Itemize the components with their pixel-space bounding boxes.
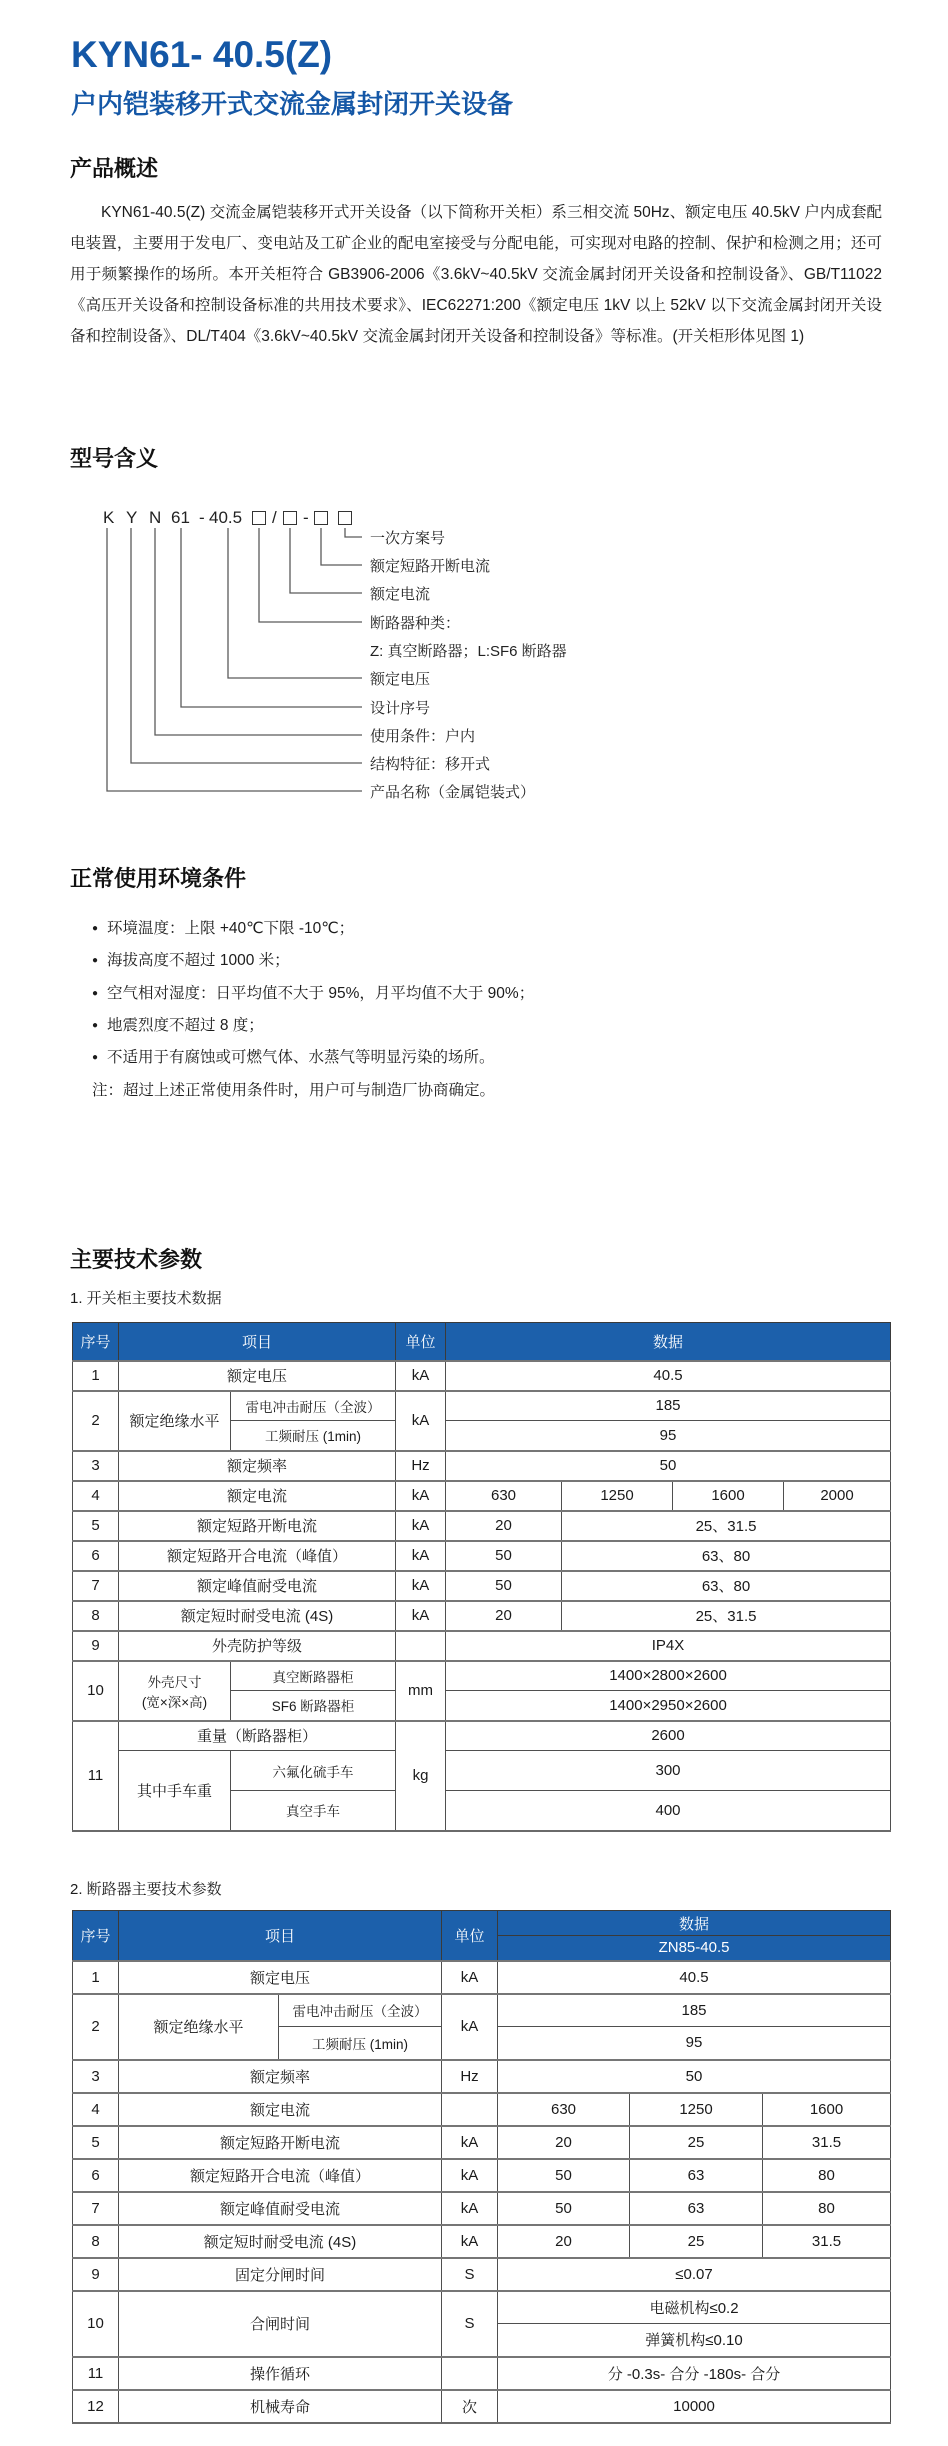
bullet-icon: ● — [92, 1052, 99, 1063]
cell-data: 50 — [446, 1451, 891, 1481]
cell-item: 额定电流 — [119, 2093, 442, 2126]
cell-data: 95 — [446, 1421, 891, 1451]
cell-data: 1600 — [673, 1481, 784, 1511]
section-heading-overview: 产品概述 — [70, 156, 159, 181]
model-label-scheme: 一次方案号 — [370, 530, 446, 547]
cell-seq: 7 — [73, 2192, 119, 2225]
table-row — [73, 2159, 891, 2192]
table-row — [73, 2093, 891, 2126]
table-row — [73, 1994, 891, 2027]
cell-item: 额定电压 — [119, 1961, 442, 1994]
cell-subitem: 六氟化硫手车 — [231, 1751, 396, 1791]
cell-data: 2600 — [446, 1721, 891, 1751]
cell-data: 31.5 — [763, 2126, 891, 2159]
cell-unit: kA — [442, 2126, 498, 2159]
cell-seq: 3 — [73, 2060, 119, 2093]
model-label-design-serial: 设计序号 — [370, 700, 431, 717]
cell-data: 40.5 — [498, 1961, 891, 1994]
cell-unit: kA — [396, 1571, 446, 1601]
cell-item: 额定峰值耐受电流 — [119, 2192, 442, 2225]
bullet-icon: ● — [92, 988, 99, 999]
model-label-product-name: 产品名称（金属铠装式） — [370, 784, 536, 801]
cell-unit: kA — [442, 1994, 498, 2060]
cell-subitem: 工频耐压 (1min) — [231, 1421, 396, 1451]
cell-unit — [442, 2093, 498, 2126]
model-slash: / — [272, 508, 277, 527]
table-row — [73, 1601, 891, 1631]
cell-item: 额定峰值耐受电流 — [119, 1571, 396, 1601]
cell-seq: 5 — [73, 2126, 119, 2159]
model-char-61: 61 — [171, 508, 190, 527]
cell-data: 1250 — [630, 2093, 763, 2126]
cell-data: 2000 — [784, 1481, 891, 1511]
cell-data: 50 — [498, 2192, 630, 2225]
cell-item: 固定分闸时间 — [119, 2258, 442, 2291]
cell-item: 额定短路开断电流 — [119, 1511, 396, 1541]
cell-data: 1400×2800×2600 — [446, 1661, 891, 1691]
cell-seq: 5 — [73, 1511, 119, 1541]
cell-unit: Hz — [396, 1451, 446, 1481]
env-bullet — [92, 981, 534, 1003]
cell-data: 40.5 — [446, 1361, 891, 1391]
cell-item: 机械寿命 — [119, 2390, 442, 2423]
model-dash: - — [199, 508, 205, 527]
cell-seq: 10 — [73, 1661, 119, 1721]
table-row — [73, 1721, 891, 1751]
model-char-n: N — [149, 508, 162, 527]
cell-header-seq: 序号 — [73, 1323, 119, 1361]
cell-subitem: 真空断路器柜 — [231, 1661, 396, 1691]
cell-data: 20 — [446, 1601, 562, 1631]
cell-unit: kA — [442, 2192, 498, 2225]
page-subtitle: 户内铠装移开式交流金属封闭开关设备 — [71, 89, 514, 119]
cell-seq: 11 — [73, 1721, 119, 1831]
table-row — [73, 1451, 891, 1481]
placeholder-box — [252, 511, 266, 525]
placeholder-box — [283, 511, 297, 525]
cell-data: ≤0.07 — [498, 2258, 891, 2291]
cell-data: 400 — [446, 1791, 891, 1831]
bullet-icon: ● — [92, 955, 99, 966]
env-note: 注：超过上述正常使用条件时，用户可与制造厂协商确定。 — [92, 1082, 496, 1099]
cell-unit: kA — [396, 1601, 446, 1631]
cell-subitem: 真空手车 — [231, 1791, 396, 1831]
cell-unit: kA — [396, 1511, 446, 1541]
cell-data: 25、31.5 — [562, 1601, 891, 1631]
section-heading-parameters: 主要技术参数 — [70, 1247, 203, 1272]
cell-unit: kg — [396, 1721, 446, 1831]
table-row — [73, 1511, 891, 1541]
cell-data: 电磁机构≤0.2 — [498, 2291, 891, 2324]
cell-data: 63、80 — [562, 1571, 891, 1601]
cell-data: 20 — [446, 1511, 562, 1541]
model-label-breaking-current: 额定短路开断电流 — [370, 558, 491, 575]
cell-data: 50 — [498, 2060, 891, 2093]
overview-paragraph: KYN61-40.5(Z) 交流金属铠装移开式开关设备（以下简称开关柜）系三相交流 50Hz、额定电压 40.5kV 户内成套配电装置，主要用于发电厂、变电站及工矿企业的配电室接受与分配电能，可实现对电路的控制、保护和检测之用；还可用于频繁操作的场所。本开关柜符合 GB3906-2006《3.6kV~40.5kV 交流金属封闭开关设备和控制设备》、GB/T11022《高压开关设备和控制设备标准的共用技术要求》、IEC62271:200《额定电压 1kV 以上 52kV 以下交流金属封闭开关设备和控制设备》、DL/T404《3.6kV~40.5kV 交流金属封闭开关设备和控制设备》等标准。(开关柜形体见图 1) — [70, 204, 882, 345]
cell-item: 额定频率 — [119, 2060, 442, 2093]
cell-seq: 12 — [73, 2390, 119, 2423]
cell-unit: Hz — [442, 2060, 498, 2093]
cell-item-line2: (宽×深×高) — [141, 1694, 208, 1710]
cell-header-unit: 单位 — [442, 1911, 498, 1961]
cell-data: 10000 — [498, 2390, 891, 2423]
cell-item: 操作循环 — [119, 2357, 442, 2390]
env-bullet-text: 空气相对湿度：日平均值不大于 95%，月平均值不大于 90%； — [107, 985, 535, 1002]
table-row — [73, 1361, 891, 1391]
model-char-k: K — [103, 508, 115, 527]
cell-data: 25 — [630, 2225, 763, 2258]
cell-seq: 1 — [73, 1361, 119, 1391]
table-row — [73, 2225, 891, 2258]
model-label-breaker-type-detail: Z: 真空断路器；L:SF6 断路器 — [370, 643, 567, 660]
cell-header-item: 项目 — [119, 1911, 442, 1961]
cell-header-unit: 单位 — [396, 1323, 446, 1361]
cell-item: 额定电压 — [119, 1361, 396, 1391]
cell-data: IP4X — [446, 1631, 891, 1661]
table-row — [73, 1481, 891, 1511]
cell-header-data: 数据 — [446, 1323, 891, 1361]
cell-item: 额定短路开断电流 — [119, 2126, 442, 2159]
table-row — [73, 2258, 891, 2291]
cell-seq: 10 — [73, 2291, 119, 2357]
table-switchgear — [72, 1322, 891, 1832]
env-bullet-text: 不适用于有腐蚀或可燃气体、水蒸气等明显污染的场所。 — [107, 1049, 495, 1066]
env-bullet-text: 地震烈度不超过 8 度； — [107, 1017, 264, 1034]
cell-data: 50 — [446, 1541, 562, 1571]
table1-caption: 1. 开关柜主要技术数据 — [70, 1290, 222, 1307]
cell-unit: kA — [396, 1361, 446, 1391]
model-label-rated-voltage: 额定电压 — [370, 671, 431, 688]
cell-unit: 次 — [442, 2390, 498, 2423]
cell-seq: 4 — [73, 1481, 119, 1511]
cell-seq: 6 — [73, 2159, 119, 2192]
cell-data: 1250 — [562, 1481, 673, 1511]
model-dash-2: - — [303, 508, 309, 527]
cell-data: 63 — [630, 2192, 763, 2225]
bullet-icon: ● — [92, 923, 99, 934]
model-label-use-condition: 使用条件：户内 — [370, 728, 476, 745]
cell-item: 额定短时耐受电流 (4S) — [119, 1601, 396, 1631]
cell-seq: 11 — [73, 2357, 119, 2390]
cell-item-line1: 外壳尺寸 — [147, 1674, 202, 1690]
cell-seq: 3 — [73, 1451, 119, 1481]
table-row — [73, 2126, 891, 2159]
cell-subitem: SF6 断路器柜 — [231, 1691, 396, 1721]
cell-seq: 1 — [73, 1961, 119, 1994]
placeholder-box — [314, 511, 328, 525]
cell-unit: kA — [396, 1481, 446, 1511]
table2-caption: 2. 断路器主要技术参数 — [70, 1881, 222, 1898]
cell-header-seq: 序号 — [73, 1911, 119, 1961]
env-bullet-text: 环境温度：上限 +40℃下限 -10℃； — [107, 920, 355, 937]
section-heading-environment: 正常使用环境条件 — [70, 866, 247, 891]
cell-item: 额定短时耐受电流 (4S) — [119, 2225, 442, 2258]
table-row — [73, 1571, 891, 1601]
cell-data: 1400×2950×2600 — [446, 1691, 891, 1721]
cell-seq: 9 — [73, 1631, 119, 1661]
cell-data: 80 — [763, 2192, 891, 2225]
table-row — [73, 2060, 891, 2093]
cell-seq: 7 — [73, 1571, 119, 1601]
cell-seq: 9 — [73, 2258, 119, 2291]
table-row — [73, 2291, 891, 2324]
table-row — [73, 2192, 891, 2225]
cell-data: 弹簧机构≤0.10 — [498, 2324, 891, 2357]
env-bullet — [92, 1013, 264, 1035]
cell-data: 31.5 — [763, 2225, 891, 2258]
cell-unit — [442, 2357, 498, 2390]
cell-seq: 6 — [73, 1541, 119, 1571]
cell-seq: 8 — [73, 1601, 119, 1631]
cell-item: 外壳防护等级 — [119, 1631, 396, 1661]
cell-data: 20 — [498, 2126, 630, 2159]
cell-data: 63、80 — [562, 1541, 891, 1571]
cell-item: 额定频率 — [119, 1451, 396, 1481]
model-label-structure: 结构特征：移开式 — [370, 756, 491, 773]
env-bullet-text: 海拔高度不超过 1000 米； — [107, 952, 290, 969]
cell-unit: S — [442, 2258, 498, 2291]
cell-data: 630 — [446, 1481, 562, 1511]
model-char-405: 40.5 — [209, 508, 243, 527]
cell-unit: mm — [396, 1661, 446, 1721]
cell-unit: kA — [442, 2159, 498, 2192]
env-bullet — [92, 1045, 495, 1067]
cell-unit — [396, 1631, 446, 1661]
cell-data: 300 — [446, 1751, 891, 1791]
cell-data: 25、31.5 — [562, 1511, 891, 1541]
page-title: KYN61- 40.5(Z) — [71, 34, 333, 75]
table-row — [73, 1391, 891, 1421]
cell-data: 185 — [498, 1994, 891, 2027]
table-row — [73, 1661, 891, 1691]
cell-data: 80 — [763, 2159, 891, 2192]
cell-item — [119, 1661, 231, 1721]
cell-data: 95 — [498, 2027, 891, 2060]
table-row — [73, 1541, 891, 1571]
cell-item: 其中手车重 — [119, 1751, 231, 1831]
table-row — [73, 2390, 891, 2423]
model-label-breaker-type: 断路器种类： — [370, 615, 461, 632]
cell-unit: S — [442, 2291, 498, 2357]
model-char-y: Y — [126, 508, 138, 527]
table-row — [73, 1961, 891, 1994]
model-label-rated-current: 额定电流 — [370, 586, 431, 603]
table-header-row — [73, 1911, 891, 1936]
cell-header-item: 项目 — [119, 1323, 396, 1361]
table-row — [73, 1751, 891, 1791]
table-header-row — [73, 1323, 891, 1361]
cell-data: 50 — [498, 2159, 630, 2192]
table-row — [73, 1631, 891, 1661]
cell-item: 合闸时间 — [119, 2291, 442, 2357]
cell-data: 185 — [446, 1391, 891, 1421]
cell-seq: 2 — [73, 1994, 119, 2060]
env-bullet — [92, 916, 354, 938]
cell-item: 额定绝缘水平 — [119, 1994, 279, 2060]
env-bullet — [92, 948, 290, 970]
cell-item: 重量（断路器柜） — [119, 1721, 396, 1751]
bullet-icon: ● — [92, 1020, 99, 1031]
cell-data: 1600 — [763, 2093, 891, 2126]
cell-header-model: ZN85-40.5 — [498, 1936, 891, 1961]
cell-unit: kA — [442, 1961, 498, 1994]
cell-data: 25 — [630, 2126, 763, 2159]
cell-subitem: 雷电冲击耐压（全波） — [279, 1994, 442, 2027]
cell-data: 63 — [630, 2159, 763, 2192]
cell-item: 额定短路开合电流（峰值） — [119, 2159, 442, 2192]
cell-data: 分 -0.3s- 合分 -180s- 合分 — [498, 2357, 891, 2390]
cell-data: 20 — [498, 2225, 630, 2258]
table-row — [73, 2357, 891, 2390]
cell-seq: 4 — [73, 2093, 119, 2126]
cell-subitem: 雷电冲击耐压（全波） — [231, 1391, 396, 1421]
cell-data: 630 — [498, 2093, 630, 2126]
cell-subitem: 工频耐压 (1min) — [279, 2027, 442, 2060]
cell-unit: kA — [396, 1541, 446, 1571]
cell-item: 额定短路开合电流（峰值） — [119, 1541, 396, 1571]
cell-seq: 2 — [73, 1391, 119, 1451]
cell-header-data: 数据 — [498, 1911, 891, 1936]
cell-item: 额定电流 — [119, 1481, 396, 1511]
placeholder-box — [338, 511, 352, 525]
cell-unit: kA — [396, 1391, 446, 1451]
table-breaker — [72, 1910, 891, 2424]
cell-seq: 8 — [73, 2225, 119, 2258]
cell-unit: kA — [442, 2225, 498, 2258]
cell-item: 额定绝缘水平 — [119, 1391, 231, 1451]
cell-data: 50 — [446, 1571, 562, 1601]
section-heading-model: 型号含义 — [70, 446, 159, 471]
